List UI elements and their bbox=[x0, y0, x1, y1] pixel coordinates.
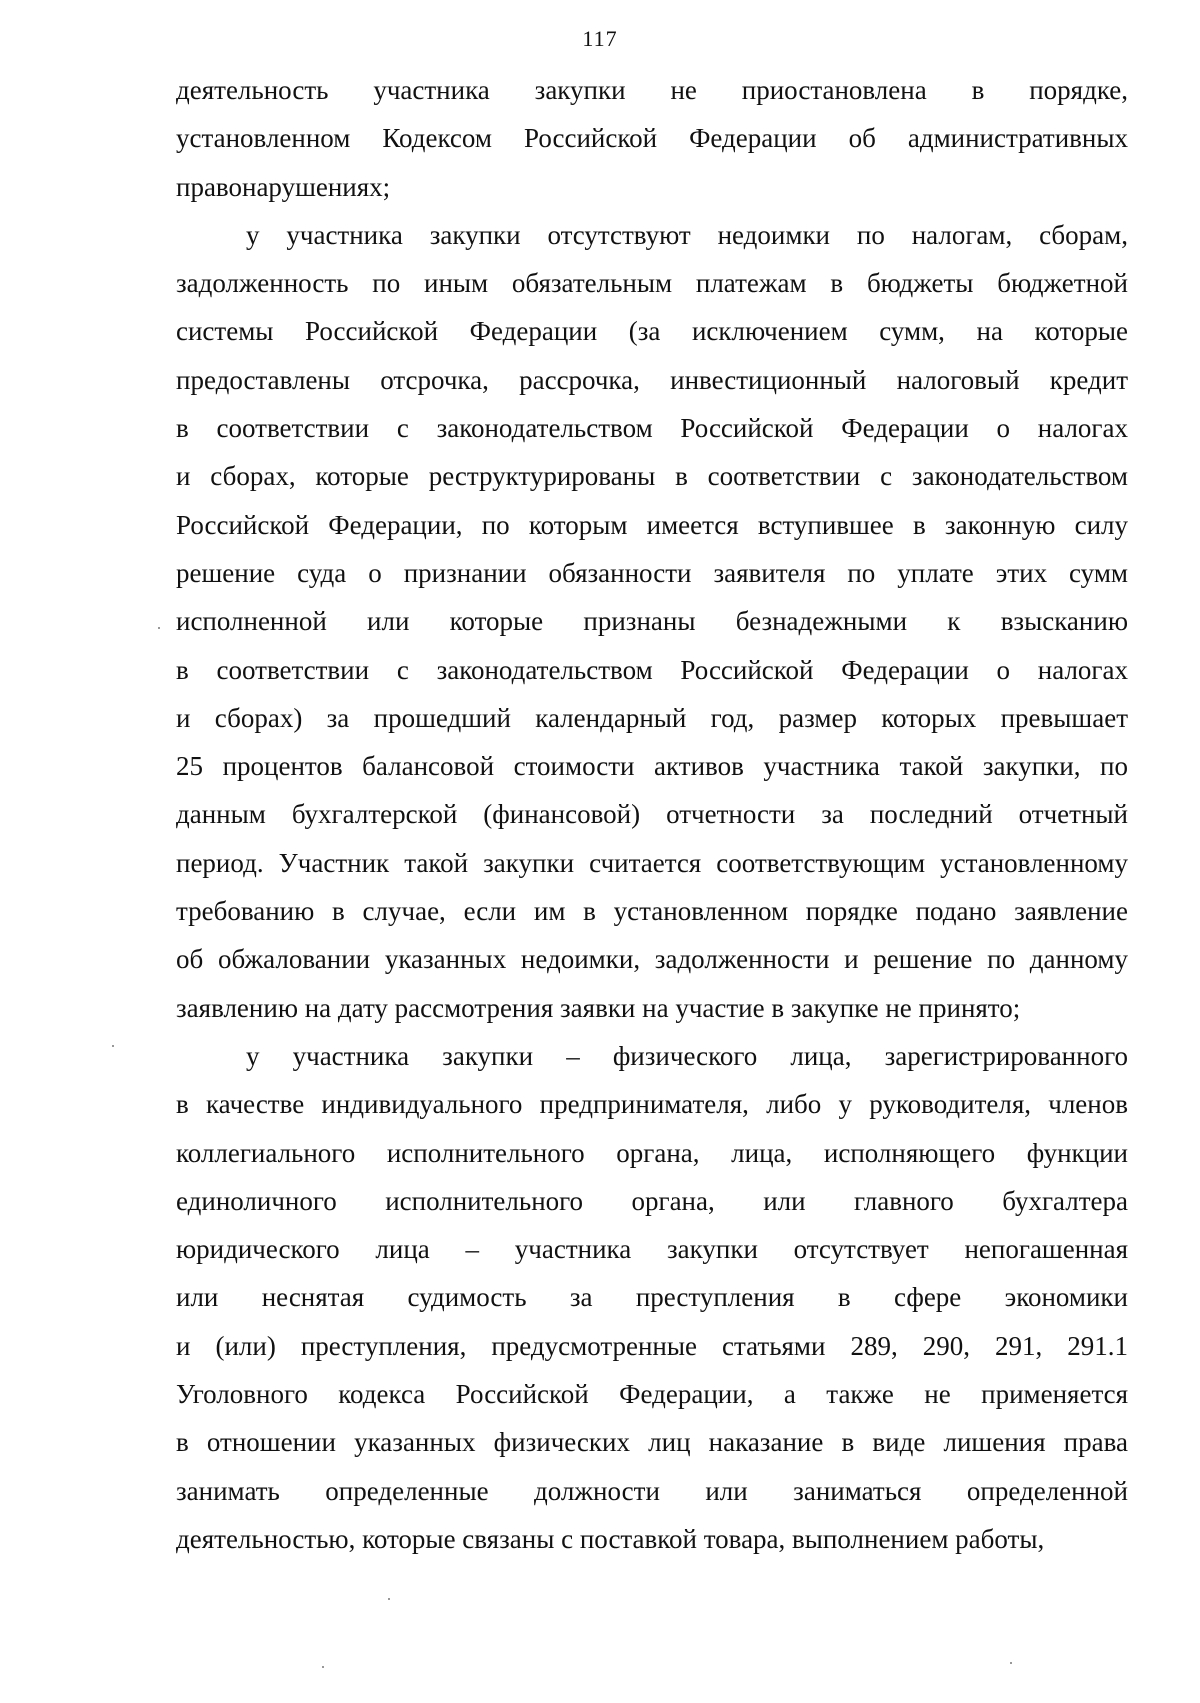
text-line: в соответствии с законодательством Российской Федерации о налогах bbox=[176, 654, 1128, 685]
text-line: юридического лица – участника закупки отсутствует непогашенная bbox=[176, 1234, 1128, 1265]
paragraph bbox=[176, 211, 1128, 1032]
text-line: и (или) преступления, предусмотренные статьями 289, 290, 291, 291.1 bbox=[176, 1330, 1128, 1361]
text-line: занимать определенные должности или заниматься определенной bbox=[176, 1475, 1128, 1506]
text-line: требованию в случае, если им в установленном порядке подано заявление bbox=[176, 896, 1128, 927]
page-number: 117 bbox=[582, 26, 618, 51]
text-line: единоличного исполнительного органа, или главного бухгалтера bbox=[176, 1185, 1128, 1216]
text-line: в соответствии с законодательством Российской Федерации о налогах bbox=[176, 413, 1128, 444]
text-line: предоставлены отсрочка, рассрочка, инвестиционный налоговый кредит bbox=[176, 364, 1128, 395]
text-line: установленном Кодексом Российской Федерации об административных bbox=[176, 123, 1128, 154]
scan-speck bbox=[388, 1598, 390, 1600]
text-line: деятельность участника закупки не приостановлена в порядке, bbox=[176, 75, 1128, 105]
text-line: Российской Федерации, по которым имеется вступившее в законную силу bbox=[176, 509, 1128, 540]
text-line: у участника закупки отсутствуют недоимки по налогам, сборам, bbox=[246, 219, 1128, 250]
text-line: Уголовного кодекса Российской Федерации, а также не применяется bbox=[176, 1379, 1128, 1410]
text-line: в качестве индивидуального предпринимателя, либо у руководителя, членов bbox=[176, 1089, 1128, 1120]
text-line: правонарушениях; bbox=[176, 171, 391, 202]
text-line: 25 процентов балансовой стоимости активов участника такой закупки, по bbox=[176, 751, 1128, 782]
text-line: данным бухгалтерской (финансовой) отчетности за последний отчетный bbox=[176, 799, 1128, 830]
scan-speck bbox=[158, 627, 160, 629]
text-line: об обжаловании указанных недоимки, задолженности и решение по данному bbox=[176, 944, 1128, 975]
text-line: и сборах) за прошедший календарный год, размер которых превышает bbox=[176, 702, 1128, 733]
text-line: период. Участник такой закупки считается соответствующим установленному bbox=[176, 847, 1128, 878]
text-line: коллегиального исполнительного органа, лица, исполняющего функции bbox=[176, 1137, 1128, 1168]
text-line: решение суда о признании обязанности заявителя по уплате этих сумм bbox=[176, 557, 1128, 588]
text-line: у участника закупки – физического лица, зарегистрированного bbox=[246, 1040, 1128, 1071]
document-body bbox=[176, 66, 1128, 1563]
text-line: заявлению на дату рассмотрения заявки на участие в закупке не принято; bbox=[176, 992, 1021, 1023]
text-line: системы Российской Федерации (за исключением сумм, на которые bbox=[176, 316, 1128, 347]
text-line: исполненной или которые признаны безнадежными к взысканию bbox=[176, 606, 1128, 637]
text-line: задолженность по иным обязательным платежам в бюджеты бюджетной bbox=[176, 268, 1128, 299]
text-line: в отношении указанных физических лиц наказание в виде лишения права bbox=[176, 1427, 1128, 1458]
paragraph bbox=[176, 66, 1128, 211]
scan-speck bbox=[322, 1666, 324, 1668]
text-line: или неснятая судимость за преступления в сфере экономики bbox=[176, 1282, 1128, 1313]
scan-speck bbox=[112, 1045, 114, 1047]
paragraph bbox=[176, 1032, 1128, 1563]
text-line: и сборах, которые реструктурированы в соответствии с законодательством bbox=[176, 461, 1128, 492]
text-line: деятельностью, которые связаны с поставкой товара, выполнением работы, bbox=[176, 1523, 1045, 1554]
scan-speck bbox=[1010, 1662, 1012, 1664]
